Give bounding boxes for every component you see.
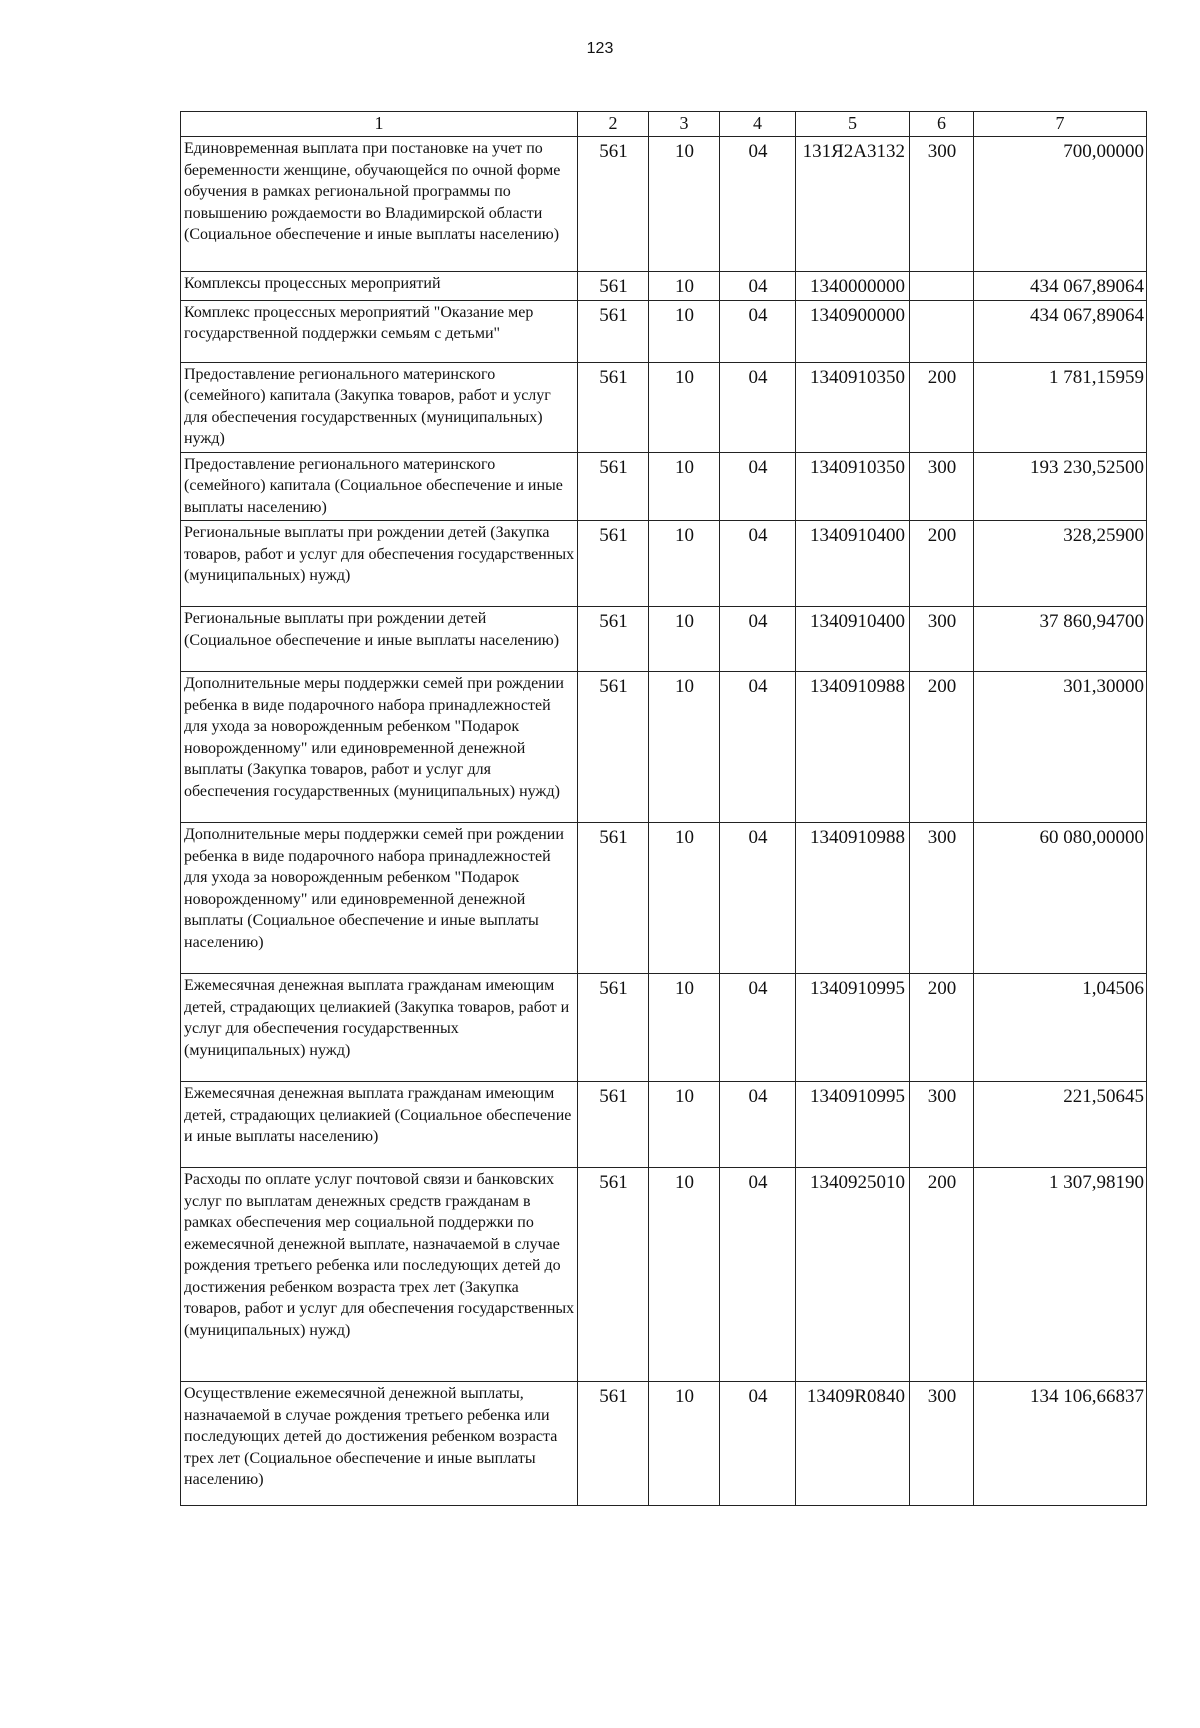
- row-description: Расходы по оплате услуг почтовой связи и банковских услуг по выплатам денежных средств гражданам в рамках обеспечения мер социальной поддержки по ежемесячной денежной выплате, назначаемой в случае рождения третьего ребенка или последующих детей до достижения ребенком возраста трех лет (Закупка товаров, работ и услуг для обеспечения государственных (муниципальных) нужд): [181, 1168, 578, 1382]
- amount: 700,00000: [974, 137, 1147, 272]
- target-article-code: 1340000000: [796, 272, 910, 301]
- ministry-code: 561: [578, 362, 649, 452]
- table-row: [181, 362, 1147, 452]
- subsection-code: 04: [720, 672, 796, 823]
- expense-type-code: 300: [910, 137, 974, 272]
- table-row: [181, 1082, 1147, 1168]
- ministry-code: 561: [578, 1168, 649, 1382]
- section-code: 10: [649, 1382, 720, 1506]
- subsection-code: 04: [720, 1382, 796, 1506]
- expense-type-code: 300: [910, 1382, 974, 1506]
- row-description: Комплекс процессных мероприятий "Оказание мер государственной поддержки семьям с детьми": [181, 300, 578, 362]
- section-code: 10: [649, 300, 720, 362]
- section-code: 10: [649, 607, 720, 672]
- row-description: Региональные выплаты при рождении детей (Социальное обеспечение и иные выплаты населению): [181, 607, 578, 672]
- column-header: 2: [578, 112, 649, 137]
- subsection-code: 04: [720, 452, 796, 521]
- column-header: 6: [910, 112, 974, 137]
- column-header: 3: [649, 112, 720, 137]
- expense-type-code: 300: [910, 452, 974, 521]
- ministry-code: 561: [578, 823, 649, 974]
- row-description: Предоставление регионального материнского (семейного) капитала (Социальное обеспечение и иные выплаты населению): [181, 452, 578, 521]
- target-article-code: 1340910400: [796, 521, 910, 607]
- expense-type-code: 300: [910, 823, 974, 974]
- ministry-code: 561: [578, 452, 649, 521]
- row-description: Ежемесячная денежная выплата гражданам имеющим детей, страдающих целиакией (Социальное обеспечение и иные выплаты населению): [181, 1082, 578, 1168]
- target-article-code: 1340910988: [796, 672, 910, 823]
- subsection-code: 04: [720, 974, 796, 1082]
- expense-type-code: [910, 272, 974, 301]
- subsection-code: 04: [720, 1082, 796, 1168]
- ministry-code: 561: [578, 607, 649, 672]
- target-article-code: 1340910988: [796, 823, 910, 974]
- target-article-code: 1340910350: [796, 362, 910, 452]
- section-code: 10: [649, 362, 720, 452]
- amount: 60 080,00000: [974, 823, 1147, 974]
- target-article-code: 1340910995: [796, 1082, 910, 1168]
- column-header: 5: [796, 112, 910, 137]
- row-description: Предоставление регионального материнского (семейного) капитала (Закупка товаров, работ и услуг для обеспечения государственных (муниципальных) нужд): [181, 362, 578, 452]
- subsection-code: 04: [720, 521, 796, 607]
- subsection-code: 04: [720, 823, 796, 974]
- target-article-code: 1340910350: [796, 452, 910, 521]
- table-row: [181, 823, 1147, 974]
- amount: 1 781,15959: [974, 362, 1147, 452]
- subsection-code: 04: [720, 1168, 796, 1382]
- amount: 1,04506: [974, 974, 1147, 1082]
- section-code: 10: [649, 823, 720, 974]
- section-code: 10: [649, 137, 720, 272]
- row-description: Единовременная выплата при постановке на учет по беременности женщине, обучающейся по очной форме обучения в рамках региональной программы по повышению рождаемости во Владимирской области (Социальное обеспечение и иные выплаты населению): [181, 137, 578, 272]
- subsection-code: 04: [720, 362, 796, 452]
- table-header-row: [181, 112, 1147, 137]
- table-row: [181, 272, 1147, 301]
- expense-type-code: 200: [910, 1168, 974, 1382]
- table-row: [181, 1382, 1147, 1506]
- section-code: 10: [649, 272, 720, 301]
- ministry-code: 561: [578, 521, 649, 607]
- amount: 1 307,98190: [974, 1168, 1147, 1382]
- column-header: 1: [181, 112, 578, 137]
- column-header: 4: [720, 112, 796, 137]
- ministry-code: 561: [578, 272, 649, 301]
- row-description: Региональные выплаты при рождении детей (Закупка товаров, работ и услуг для обеспечения государственных (муниципальных) нужд): [181, 521, 578, 607]
- page-number: 123: [586, 40, 614, 57]
- amount: 434 067,89064: [974, 300, 1147, 362]
- column-header: 7: [974, 112, 1147, 137]
- target-article-code: 13409R0840: [796, 1382, 910, 1506]
- row-description: Дополнительные меры поддержки семей при рождении ребенка в виде подарочного набора принадлежностей для ухода за новорожденным ребенком "Подарок новорожденному" или единовременной денежной выплаты (Социальное обеспечение и иные выплаты населению): [181, 823, 578, 974]
- table-row: [181, 974, 1147, 1082]
- target-article-code: 1340900000: [796, 300, 910, 362]
- amount: 37 860,94700: [974, 607, 1147, 672]
- ministry-code: 561: [578, 672, 649, 823]
- ministry-code: 561: [578, 300, 649, 362]
- ministry-code: 561: [578, 137, 649, 272]
- expense-type-code: 200: [910, 521, 974, 607]
- table-row: [181, 607, 1147, 672]
- target-article-code: 1340910995: [796, 974, 910, 1082]
- expense-type-code: 300: [910, 607, 974, 672]
- table-row: [181, 452, 1147, 521]
- row-description: Осуществление ежемесячной денежной выплаты, назначаемой в случае рождения третьего ребенка или последующих детей до достижения ребенком возраста трех лет (Социальное обеспечение и иные выплаты населению): [181, 1382, 578, 1506]
- subsection-code: 04: [720, 272, 796, 301]
- expense-type-code: 300: [910, 1082, 974, 1168]
- amount: 434 067,89064: [974, 272, 1147, 301]
- budget-table: [180, 111, 1147, 1506]
- section-code: 10: [649, 1082, 720, 1168]
- ministry-code: 561: [578, 1082, 649, 1168]
- amount: 134 106,66837: [974, 1382, 1147, 1506]
- row-description: Дополнительные меры поддержки семей при рождении ребенка в виде подарочного набора принадлежностей для ухода за новорожденным ребенком "Подарок новорожденному" или единовременной денежной выплаты (Закупка товаров, работ и услуг для обеспечения государственных (муниципальных) нужд): [181, 672, 578, 823]
- expense-type-code: 200: [910, 974, 974, 1082]
- table-row: [181, 672, 1147, 823]
- target-article-code: 1340925010: [796, 1168, 910, 1382]
- subsection-code: 04: [720, 300, 796, 362]
- row-description: Комплексы процессных мероприятий: [181, 272, 578, 301]
- table-row: [181, 300, 1147, 362]
- section-code: 10: [649, 452, 720, 521]
- expense-type-code: 200: [910, 672, 974, 823]
- amount: 301,30000: [974, 672, 1147, 823]
- ministry-code: 561: [578, 1382, 649, 1506]
- amount: 193 230,52500: [974, 452, 1147, 521]
- target-article-code: 1340910400: [796, 607, 910, 672]
- table-row: [181, 521, 1147, 607]
- amount: 221,50645: [974, 1082, 1147, 1168]
- expense-type-code: [910, 300, 974, 362]
- table-row: [181, 137, 1147, 272]
- expense-type-code: 200: [910, 362, 974, 452]
- section-code: 10: [649, 1168, 720, 1382]
- row-description: Ежемесячная денежная выплата гражданам имеющим детей, страдающих целиакией (Закупка товаров, работ и услуг для обеспечения государственных (муниципальных) нужд): [181, 974, 578, 1082]
- target-article-code: 131Я2А3132: [796, 137, 910, 272]
- subsection-code: 04: [720, 607, 796, 672]
- subsection-code: 04: [720, 137, 796, 272]
- amount: 328,25900: [974, 521, 1147, 607]
- section-code: 10: [649, 521, 720, 607]
- table-row: [181, 1168, 1147, 1382]
- section-code: 10: [649, 974, 720, 1082]
- ministry-code: 561: [578, 974, 649, 1082]
- section-code: 10: [649, 672, 720, 823]
